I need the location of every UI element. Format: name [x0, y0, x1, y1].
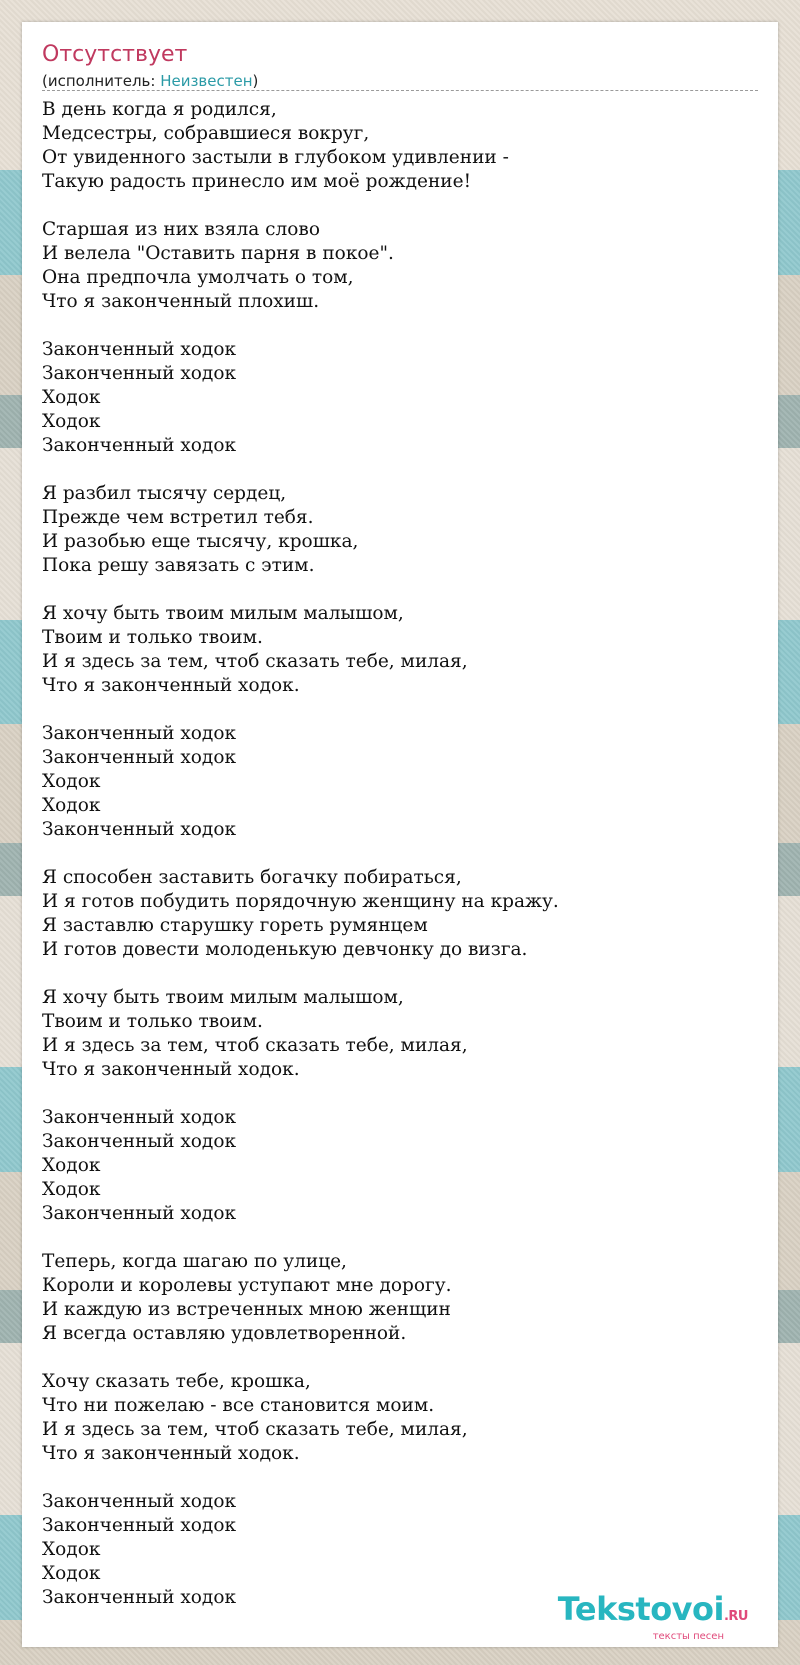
stanza-break [42, 1226, 758, 1250]
lyrics-card [22, 22, 778, 1647]
lyric-line: Ходок [42, 795, 101, 816]
lyric-line: Пока решу завязать с этим. [42, 555, 315, 576]
lyric-line: И я здесь за тем, чтоб сказать тебе, милая, [42, 1419, 468, 1440]
logo-wordmark [558, 1591, 748, 1635]
lyric-line: Законченный ходок [42, 1107, 237, 1128]
lyric-line: Она предпочла умолчать о том, [42, 267, 354, 288]
lyric-line: И я здесь за тем, чтоб сказать тебе, милая, [42, 651, 468, 672]
stanza-break [42, 698, 758, 722]
lyric-line: И готов довести молоденькую девчонку до визга. [42, 939, 528, 960]
lyric-line: И велела "Оставить парня в покое". [42, 243, 394, 264]
title-divider [42, 90, 758, 91]
stanza-break [42, 1466, 758, 1490]
lyric-line: И я готов побудить порядочную женщину на кражу. [42, 891, 559, 912]
stanza-break [42, 578, 758, 602]
stanza-break [42, 194, 758, 218]
logo-tagline: тексты песен [652, 1631, 724, 1642]
lyric-line: Теперь, когда шагаю по улице, [42, 1251, 347, 1272]
lyric-line: Прежде чем встретил тебя. [42, 507, 314, 528]
lyric-line: Законченный ходок [42, 1203, 237, 1224]
lyric-line: Ходок [42, 771, 101, 792]
lyric-line: От увиденного застыли в глубоком удивлении - [42, 147, 509, 168]
lyric-line: Законченный ходок [42, 819, 237, 840]
lyric-line: И я здесь за тем, чтоб сказать тебе, милая, [42, 1035, 468, 1056]
lyric-line: И каждую из встреченных мною женщин [42, 1299, 451, 1320]
lyric-line: Твоим и только твоим. [42, 627, 263, 648]
stanza-break [42, 1346, 758, 1370]
lyric-line: Я хочу быть твоим милым малышом, [42, 987, 404, 1008]
lyric-line: Я заставлю старушку гореть румянцем [42, 915, 428, 936]
logo-name: Tekstovoi [557, 1590, 724, 1628]
lyric-line: Что я законченный ходок. [42, 1059, 300, 1080]
lyric-line: Что я законченный ходок. [42, 1443, 300, 1464]
lyric-line: Законченный ходок [42, 339, 237, 360]
lyric-line: Ходок [42, 1563, 101, 1584]
lyrics-text [42, 98, 758, 1610]
artist-line [42, 72, 258, 90]
song-title: Отсутствует [42, 42, 188, 67]
lyric-line: Старшая из них взяла слово [42, 219, 320, 240]
site-logo[interactable] [558, 1591, 748, 1642]
lyric-line: Ходок [42, 1539, 101, 1560]
artist-link[interactable]: Неизвестен [160, 72, 253, 90]
lyric-line: Что я законченный ходок. [42, 675, 300, 696]
artist-prefix: (исполнитель: [42, 72, 161, 90]
lyric-line: Такую радость принесло им моё рождение! [42, 171, 472, 192]
lyric-line: Ходок [42, 411, 101, 432]
lyric-line: Я разбил тысячу сердец, [42, 483, 287, 504]
logo-tld: .RU [723, 1609, 748, 1624]
lyric-line: Законченный ходок [42, 723, 237, 744]
lyric-line: Хочу сказать тебе, крошка, [42, 1371, 311, 1392]
lyric-line: Законченный ходок [42, 435, 237, 456]
lyric-line: Законченный ходок [42, 1587, 237, 1608]
lyric-line: Я способен заставить богачку побираться, [42, 867, 462, 888]
lyric-line: Ходок [42, 1155, 101, 1176]
lyric-line: Законченный ходок [42, 1515, 237, 1536]
lyric-line: И разобью еще тысячу, крошка, [42, 531, 359, 552]
lyric-line: Ходок [42, 387, 101, 408]
lyric-line: Законченный ходок [42, 747, 237, 768]
lyric-line: В день когда я родился, [42, 99, 277, 120]
lyric-line: Твоим и только твоим. [42, 1011, 263, 1032]
artist-suffix: ) [252, 72, 259, 90]
stanza-break [42, 842, 758, 866]
stanza-break [42, 458, 758, 482]
lyric-line: Законченный ходок [42, 363, 237, 384]
lyric-line: Что ни пожелаю - все становится моим. [42, 1395, 435, 1416]
lyric-line: Ходок [42, 1179, 101, 1200]
lyric-line: Медсестры, собравшиеся вокруг, [42, 123, 370, 144]
lyric-line: Я всегда оставляю удовлетворенной. [42, 1323, 407, 1344]
stanza-break [42, 962, 758, 986]
lyric-line: Я хочу быть твоим милым малышом, [42, 603, 404, 624]
stanza-break [42, 1082, 758, 1106]
lyric-line: Что я законченный плохиш. [42, 291, 320, 312]
lyric-line: Законченный ходок [42, 1491, 237, 1512]
stanza-break [42, 314, 758, 338]
lyric-line: Короли и королевы уступают мне дорогу. [42, 1275, 452, 1296]
lyric-line: Законченный ходок [42, 1131, 237, 1152]
